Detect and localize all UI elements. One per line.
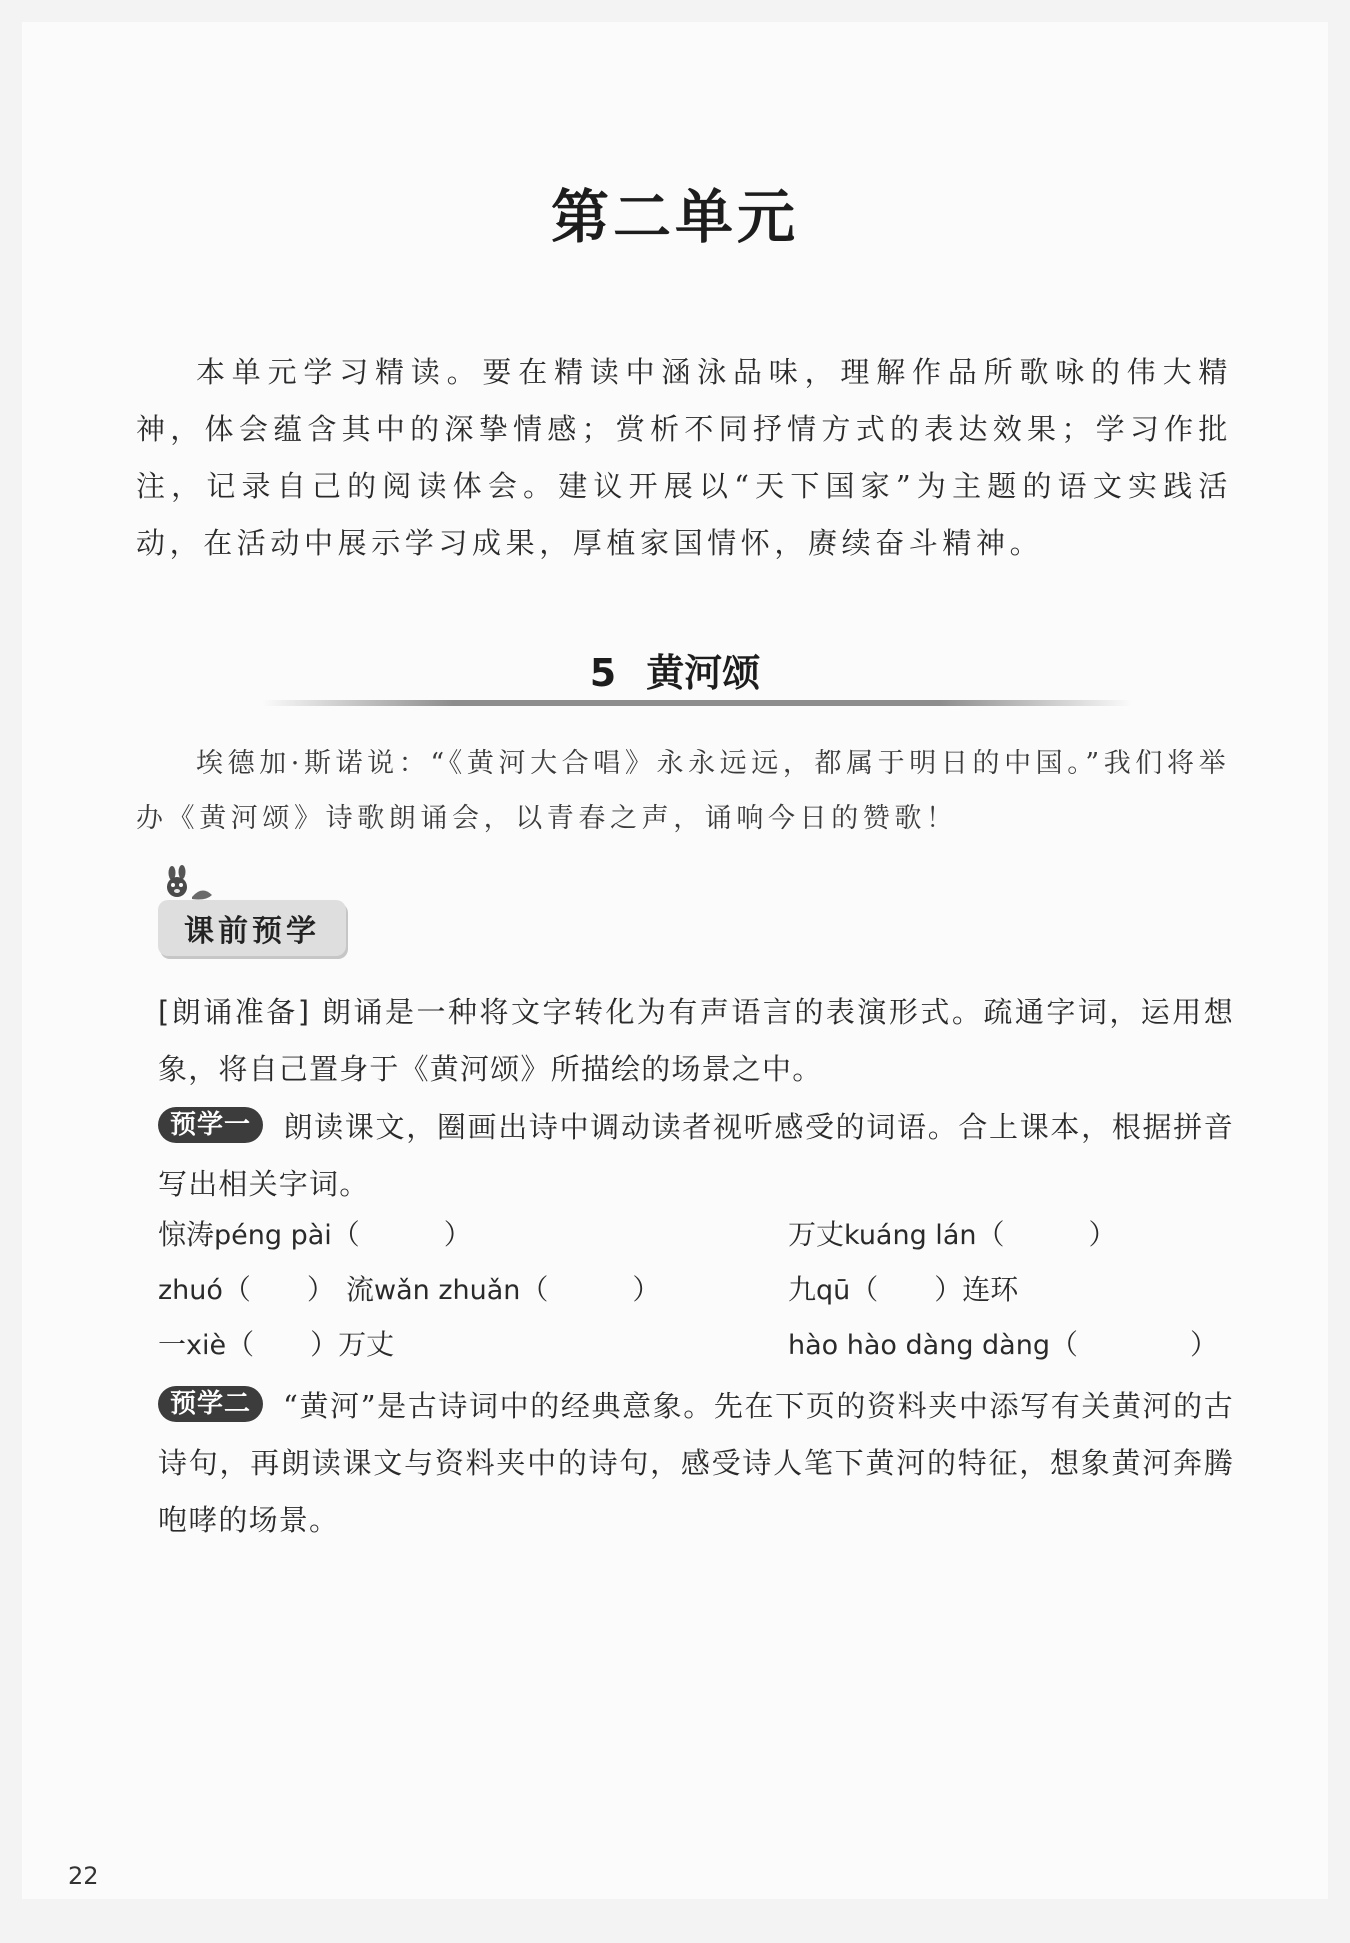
lesson-name: 黄河颂 xyxy=(646,651,761,695)
bunny-mascot-icon xyxy=(162,865,218,905)
answer-blank[interactable]: （ ） xyxy=(331,1218,472,1251)
pinyin-item xyxy=(158,1266,335,1315)
task-2-badge: 预学二 xyxy=(158,1386,263,1422)
task-1-badge: 预学一 xyxy=(158,1107,263,1143)
pinyin-text: wǎn zhuǎn xyxy=(374,1275,521,1306)
recitation-prep-label: [朗诵准备] xyxy=(158,995,311,1029)
pinyin-item xyxy=(788,1266,1018,1315)
pinyin-text: qū xyxy=(816,1275,851,1306)
pinyin-prefix: 惊涛 xyxy=(158,1218,215,1251)
pinyin-item xyxy=(788,1321,1218,1370)
pinyin-row xyxy=(158,1211,1234,1266)
pinyin-item xyxy=(346,1266,660,1315)
recitation-prep xyxy=(158,984,1234,1098)
pinyin-prefix: 流 xyxy=(346,1273,375,1306)
pinyin-text: kuáng lán xyxy=(844,1220,977,1251)
unit-title: 第二单元 xyxy=(550,183,799,251)
pinyin-exercise xyxy=(158,1211,1234,1376)
pinyin-prefix: 万丈 xyxy=(788,1218,845,1251)
pinyin-row xyxy=(158,1266,1234,1321)
pinyin-text: péng pài xyxy=(214,1220,332,1251)
answer-blank[interactable]: （ ） xyxy=(222,1273,335,1306)
lesson-number: 5 xyxy=(589,651,617,695)
pinyin-prefix: 一 xyxy=(158,1328,187,1361)
pinyin-row xyxy=(158,1321,1234,1376)
pinyin-text: zhuó xyxy=(158,1275,223,1306)
title-divider xyxy=(262,700,1132,706)
answer-blank[interactable]: （ ） xyxy=(226,1328,339,1361)
task-2 xyxy=(158,1378,1234,1549)
recitation-prep-text: 朗诵是一种将文字转化为有声语言的表演形式。疏通字词，运用想象，将自己置身于《黄河颂》所描绘的场景之中。 xyxy=(158,995,1234,1086)
pinyin-item xyxy=(158,1321,394,1370)
pinyin-item xyxy=(788,1211,1117,1260)
answer-blank[interactable]: （ ） xyxy=(1049,1328,1218,1361)
answer-blank[interactable]: （ ） xyxy=(976,1218,1117,1251)
unit-intro: 本单元学习精读。要在精读中涵泳品味，理解作品所歌咏的伟大精神，体会蕴含其中的深挚情感；赏析不同抒情方式的表达效果；学习作批注，记录自己的阅读体会。建议开展以“天下国家”为主题的语文实践活动，在活动中展示学习成果，厚植家国情怀，赓续奋斗精神。 xyxy=(136,355,1232,560)
task-2-text: “黄河”是古诗词中的经典意象。先在下页的资料夹中添写有关黄河的古诗句，再朗读课文与资料夹中的诗句，感受诗人笔下黄河的特征，想象黄河奔腾咆哮的场景。 xyxy=(158,1389,1234,1537)
page-number: 22 xyxy=(68,1862,99,1890)
lesson-lead: 埃德加·斯诺说：“《黄河大合唱》永永远远，都属于明日的中国。”我们将举办《黄河颂》诗歌朗诵会，以青春之声，诵响今日的赞歌！ xyxy=(136,748,1231,834)
task-1-text: 朗读课文，圈画出诗中调动读者视听感受的词语。合上课本，根据拼音写出相关字词。 xyxy=(158,1110,1234,1201)
task-1 xyxy=(158,1099,1234,1213)
pinyin-text: hào hào dàng dàng xyxy=(788,1330,1050,1361)
answer-blank[interactable]: （ ） xyxy=(520,1273,661,1306)
answer-blank[interactable]: （ ） xyxy=(850,1273,963,1306)
pinyin-suffix: 万丈 xyxy=(338,1328,395,1361)
pinyin-suffix: 连环 xyxy=(962,1273,1019,1306)
section-badge-preview: 课前预学 xyxy=(158,900,346,956)
lesson-title xyxy=(22,642,1328,697)
pinyin-prefix: 九 xyxy=(788,1273,817,1306)
pinyin-text: xiè xyxy=(186,1330,227,1361)
textbook-page xyxy=(22,22,1328,1899)
pinyin-item xyxy=(158,1211,472,1260)
